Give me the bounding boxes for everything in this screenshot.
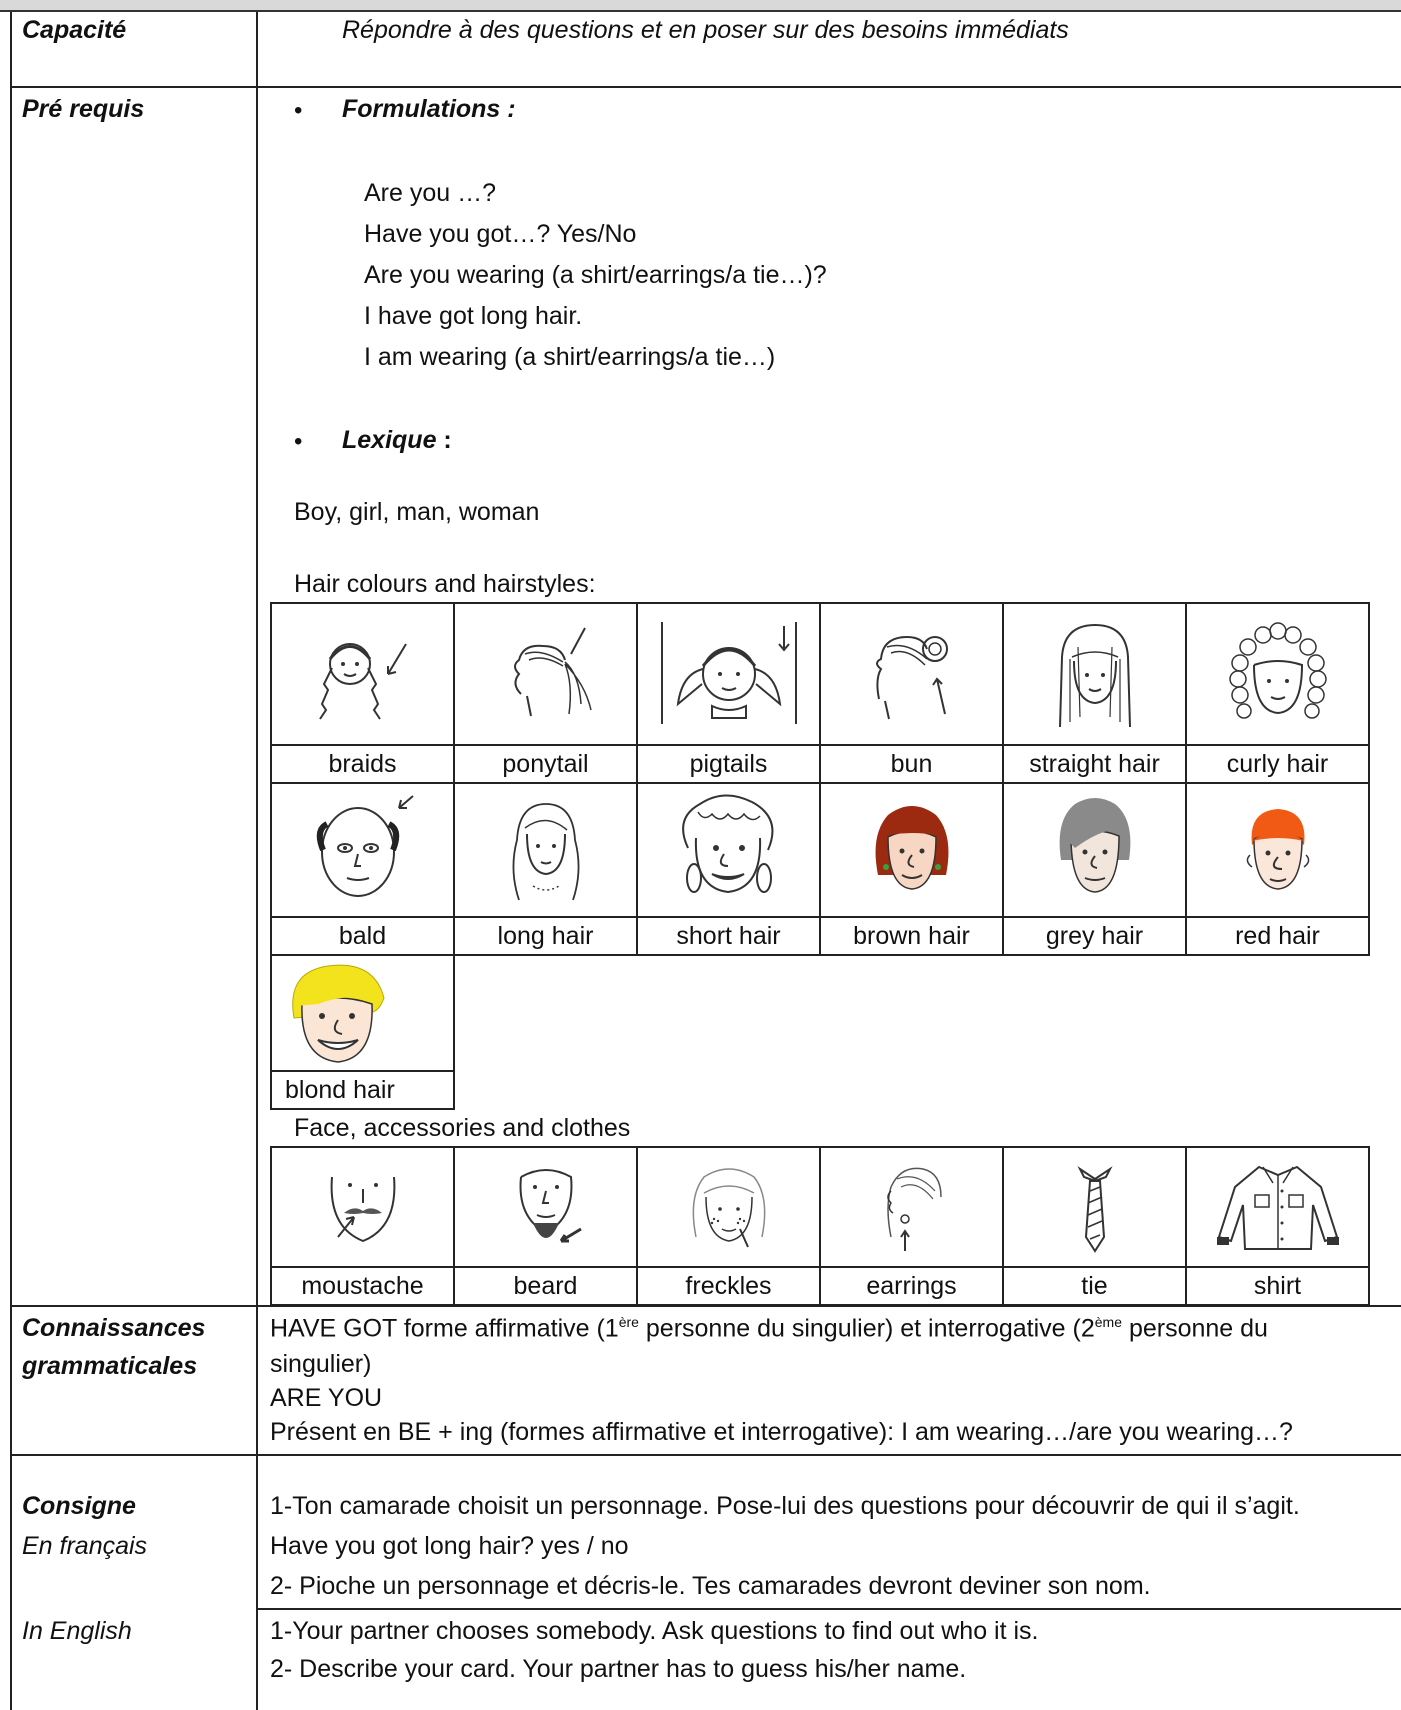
formulation-line: I am wearing (a shirt/earrings/a tie…) bbox=[364, 343, 776, 371]
consigne-english-label: In English bbox=[22, 1617, 132, 1645]
tie-icon bbox=[1040, 1157, 1150, 1257]
girl-with-pigtails-icon bbox=[654, 614, 804, 734]
empty-cell bbox=[1003, 955, 1186, 1071]
hair-heading: Hair colours and hairstyles: bbox=[294, 570, 596, 598]
hair-vocabulary-grid bbox=[270, 602, 1370, 1110]
shirt-picture bbox=[1186, 1147, 1369, 1267]
earrings-picture bbox=[820, 1147, 1003, 1267]
caption-row bbox=[271, 917, 1369, 955]
hair-label: curly hair bbox=[1226, 749, 1329, 778]
consigne-french-label: En français bbox=[22, 1532, 148, 1560]
grammar-line-1-c: personne du bbox=[1122, 1314, 1268, 1343]
hair-label: bald bbox=[338, 921, 387, 950]
bald-man-icon bbox=[303, 790, 423, 910]
shirt-icon bbox=[1213, 1157, 1343, 1257]
hair-label: long hair bbox=[497, 921, 594, 950]
pigtails-picture bbox=[637, 603, 820, 745]
formulation-line: Are you wearing (a shirt/earrings/a tie…)? bbox=[364, 261, 827, 289]
caption-cell bbox=[1003, 917, 1186, 955]
grammar-line-1-a: HAVE GOT forme affirmative (1 bbox=[270, 1314, 619, 1343]
earrings-icon bbox=[857, 1157, 967, 1257]
row-label-grammaire-1: Connaissances bbox=[22, 1314, 206, 1342]
grammar-line-4: Présent en BE + ing (formes affirmative et interrogative): I am wearing…/are you wearing…? bbox=[270, 1418, 1293, 1446]
caption-cell bbox=[1003, 1267, 1186, 1305]
caption-cell bbox=[820, 917, 1003, 955]
grammar-line-3: ARE YOU bbox=[270, 1384, 383, 1412]
capacite-text: Répondre à des questions et en poser sur des besoins immédiats bbox=[342, 16, 1069, 44]
red-hair-face-icon bbox=[1228, 795, 1328, 905]
straight-hair-icon bbox=[1040, 617, 1150, 732]
curly-hair-icon bbox=[1218, 617, 1338, 732]
picture-row bbox=[271, 783, 1369, 917]
empty-cell bbox=[1003, 1071, 1186, 1109]
caption-cell bbox=[1186, 1267, 1369, 1305]
lexique-heading bbox=[342, 426, 452, 455]
caption-cell bbox=[1003, 745, 1186, 783]
top-border bbox=[0, 0, 1401, 12]
face-label: tie bbox=[1081, 1271, 1108, 1300]
empty-cell bbox=[820, 955, 1003, 1071]
bun-picture bbox=[820, 603, 1003, 745]
long-hair-icon bbox=[491, 790, 601, 910]
grammar-sup-1: ère bbox=[618, 1314, 639, 1330]
hair-label: braids bbox=[328, 749, 397, 778]
short-hair-picture bbox=[637, 783, 820, 917]
picture-row bbox=[271, 603, 1369, 745]
bald-picture bbox=[271, 783, 454, 917]
grey-hair-face-icon bbox=[1045, 790, 1145, 910]
consigne-en-line: 1-Your partner chooses somebody. Ask questions to find out who it is. bbox=[270, 1617, 1039, 1645]
caption-cell bbox=[454, 745, 637, 783]
girl-with-braids-icon bbox=[308, 624, 418, 724]
empty-cell bbox=[637, 1071, 820, 1109]
ponytail-picture bbox=[454, 603, 637, 745]
caption-cell bbox=[454, 1267, 637, 1305]
caption-row bbox=[271, 1267, 1369, 1305]
face-label: beard bbox=[513, 1271, 578, 1300]
row-label-capacite: Capacité bbox=[22, 16, 127, 44]
moustache-picture bbox=[271, 1147, 454, 1267]
freckles-picture bbox=[637, 1147, 820, 1267]
lexique-heading-text: Lexique bbox=[342, 426, 437, 454]
face-vocabulary-grid bbox=[270, 1146, 1370, 1306]
row-divider bbox=[10, 1454, 1401, 1456]
caption-cell bbox=[271, 917, 454, 955]
formulations-heading: Formulations : bbox=[342, 95, 516, 123]
hair-label: bun bbox=[890, 749, 933, 778]
formulation-line: I have got long hair. bbox=[364, 302, 583, 330]
red-hair-picture bbox=[1186, 783, 1369, 917]
empty-cell bbox=[820, 1071, 1003, 1109]
caption-row bbox=[271, 745, 1369, 783]
hair-label: ponytail bbox=[502, 749, 589, 778]
caption-cell bbox=[637, 917, 820, 955]
tie-picture bbox=[1003, 1147, 1186, 1267]
caption-cell bbox=[271, 1071, 454, 1109]
hair-label: grey hair bbox=[1045, 921, 1144, 950]
caption-cell bbox=[271, 745, 454, 783]
braids-picture bbox=[271, 603, 454, 745]
empty-cell bbox=[1186, 1071, 1369, 1109]
caption-cell bbox=[1186, 745, 1369, 783]
empty-cell bbox=[637, 955, 820, 1071]
moustache-icon bbox=[308, 1157, 418, 1257]
bun-hairstyle-icon bbox=[857, 619, 967, 729]
caption-row bbox=[271, 1071, 1369, 1109]
bullet-icon: • bbox=[294, 97, 303, 124]
picture-row bbox=[271, 955, 1369, 1071]
brown-hair-picture bbox=[820, 783, 1003, 917]
hair-label: pigtails bbox=[689, 749, 768, 778]
people-words: Boy, girl, man, woman bbox=[294, 498, 540, 526]
hair-label: red hair bbox=[1235, 921, 1320, 950]
blond-hair-face-icon bbox=[278, 958, 398, 1068]
bullet-icon: • bbox=[294, 428, 303, 455]
face-label: shirt bbox=[1253, 1271, 1302, 1300]
row-label-consigne: Consigne bbox=[22, 1492, 136, 1520]
long-hair-picture bbox=[454, 783, 637, 917]
formulation-line: Are you …? bbox=[364, 179, 497, 207]
formulation-line: Have you got…? Yes/No bbox=[364, 220, 637, 248]
straight-hair-picture bbox=[1003, 603, 1186, 745]
face-label: freckles bbox=[685, 1271, 772, 1300]
grammar-line-1-b: personne du singulier) et interrogative (2 bbox=[638, 1314, 1095, 1343]
brown-hair-face-icon bbox=[862, 795, 962, 905]
row-label-grammaire-2: grammaticales bbox=[22, 1352, 198, 1380]
beard-picture bbox=[454, 1147, 637, 1267]
empty-cell bbox=[454, 1071, 637, 1109]
row-label-prerequis: Pré requis bbox=[22, 95, 145, 123]
empty-cell bbox=[1186, 955, 1369, 1071]
face-heading: Face, accessories and clothes bbox=[294, 1114, 631, 1142]
grammar-line-2: singulier) bbox=[270, 1350, 372, 1378]
freckles-icon bbox=[674, 1157, 784, 1257]
caption-cell bbox=[820, 745, 1003, 783]
grammar-line-1 bbox=[270, 1314, 1268, 1343]
hair-label: blond hair bbox=[285, 1075, 395, 1104]
grammar-sup-2: ème bbox=[1094, 1314, 1122, 1330]
empty-cell bbox=[454, 955, 637, 1071]
caption-cell bbox=[637, 745, 820, 783]
hair-label: short hair bbox=[676, 921, 781, 950]
consigne-fr-line: 2- Pioche un personnage et décris-le. Tes camarades devront deviner son nom. bbox=[270, 1572, 1151, 1600]
beard-icon bbox=[491, 1157, 601, 1257]
curly-hair-picture bbox=[1186, 603, 1369, 745]
picture-row bbox=[271, 1147, 1369, 1267]
short-curly-hair-woman-icon bbox=[664, 788, 794, 913]
lexique-heading-colon: : bbox=[436, 426, 452, 454]
hair-label: straight hair bbox=[1029, 749, 1160, 778]
hair-label: brown hair bbox=[853, 921, 970, 950]
consigne-fr-line: 1-Ton camarade choisit un personnage. Pose-lui des questions pour découvrir de qui il s’agit. bbox=[270, 1492, 1300, 1520]
row-divider bbox=[10, 86, 1401, 88]
ponytail-icon bbox=[491, 624, 601, 724]
caption-cell bbox=[820, 1267, 1003, 1305]
face-label: earrings bbox=[866, 1271, 957, 1300]
grey-hair-picture bbox=[1003, 783, 1186, 917]
consigne-en-line: 2- Describe your card. Your partner has to guess his/her name. bbox=[270, 1655, 967, 1683]
consigne-fr-line: Have you got long hair? yes / no bbox=[270, 1532, 629, 1560]
caption-cell bbox=[271, 1267, 454, 1305]
caption-cell bbox=[454, 917, 637, 955]
caption-cell bbox=[637, 1267, 820, 1305]
face-label: moustache bbox=[301, 1271, 424, 1300]
blond-hair-picture bbox=[271, 955, 454, 1071]
row-divider bbox=[256, 1608, 1401, 1610]
caption-cell bbox=[1186, 917, 1369, 955]
